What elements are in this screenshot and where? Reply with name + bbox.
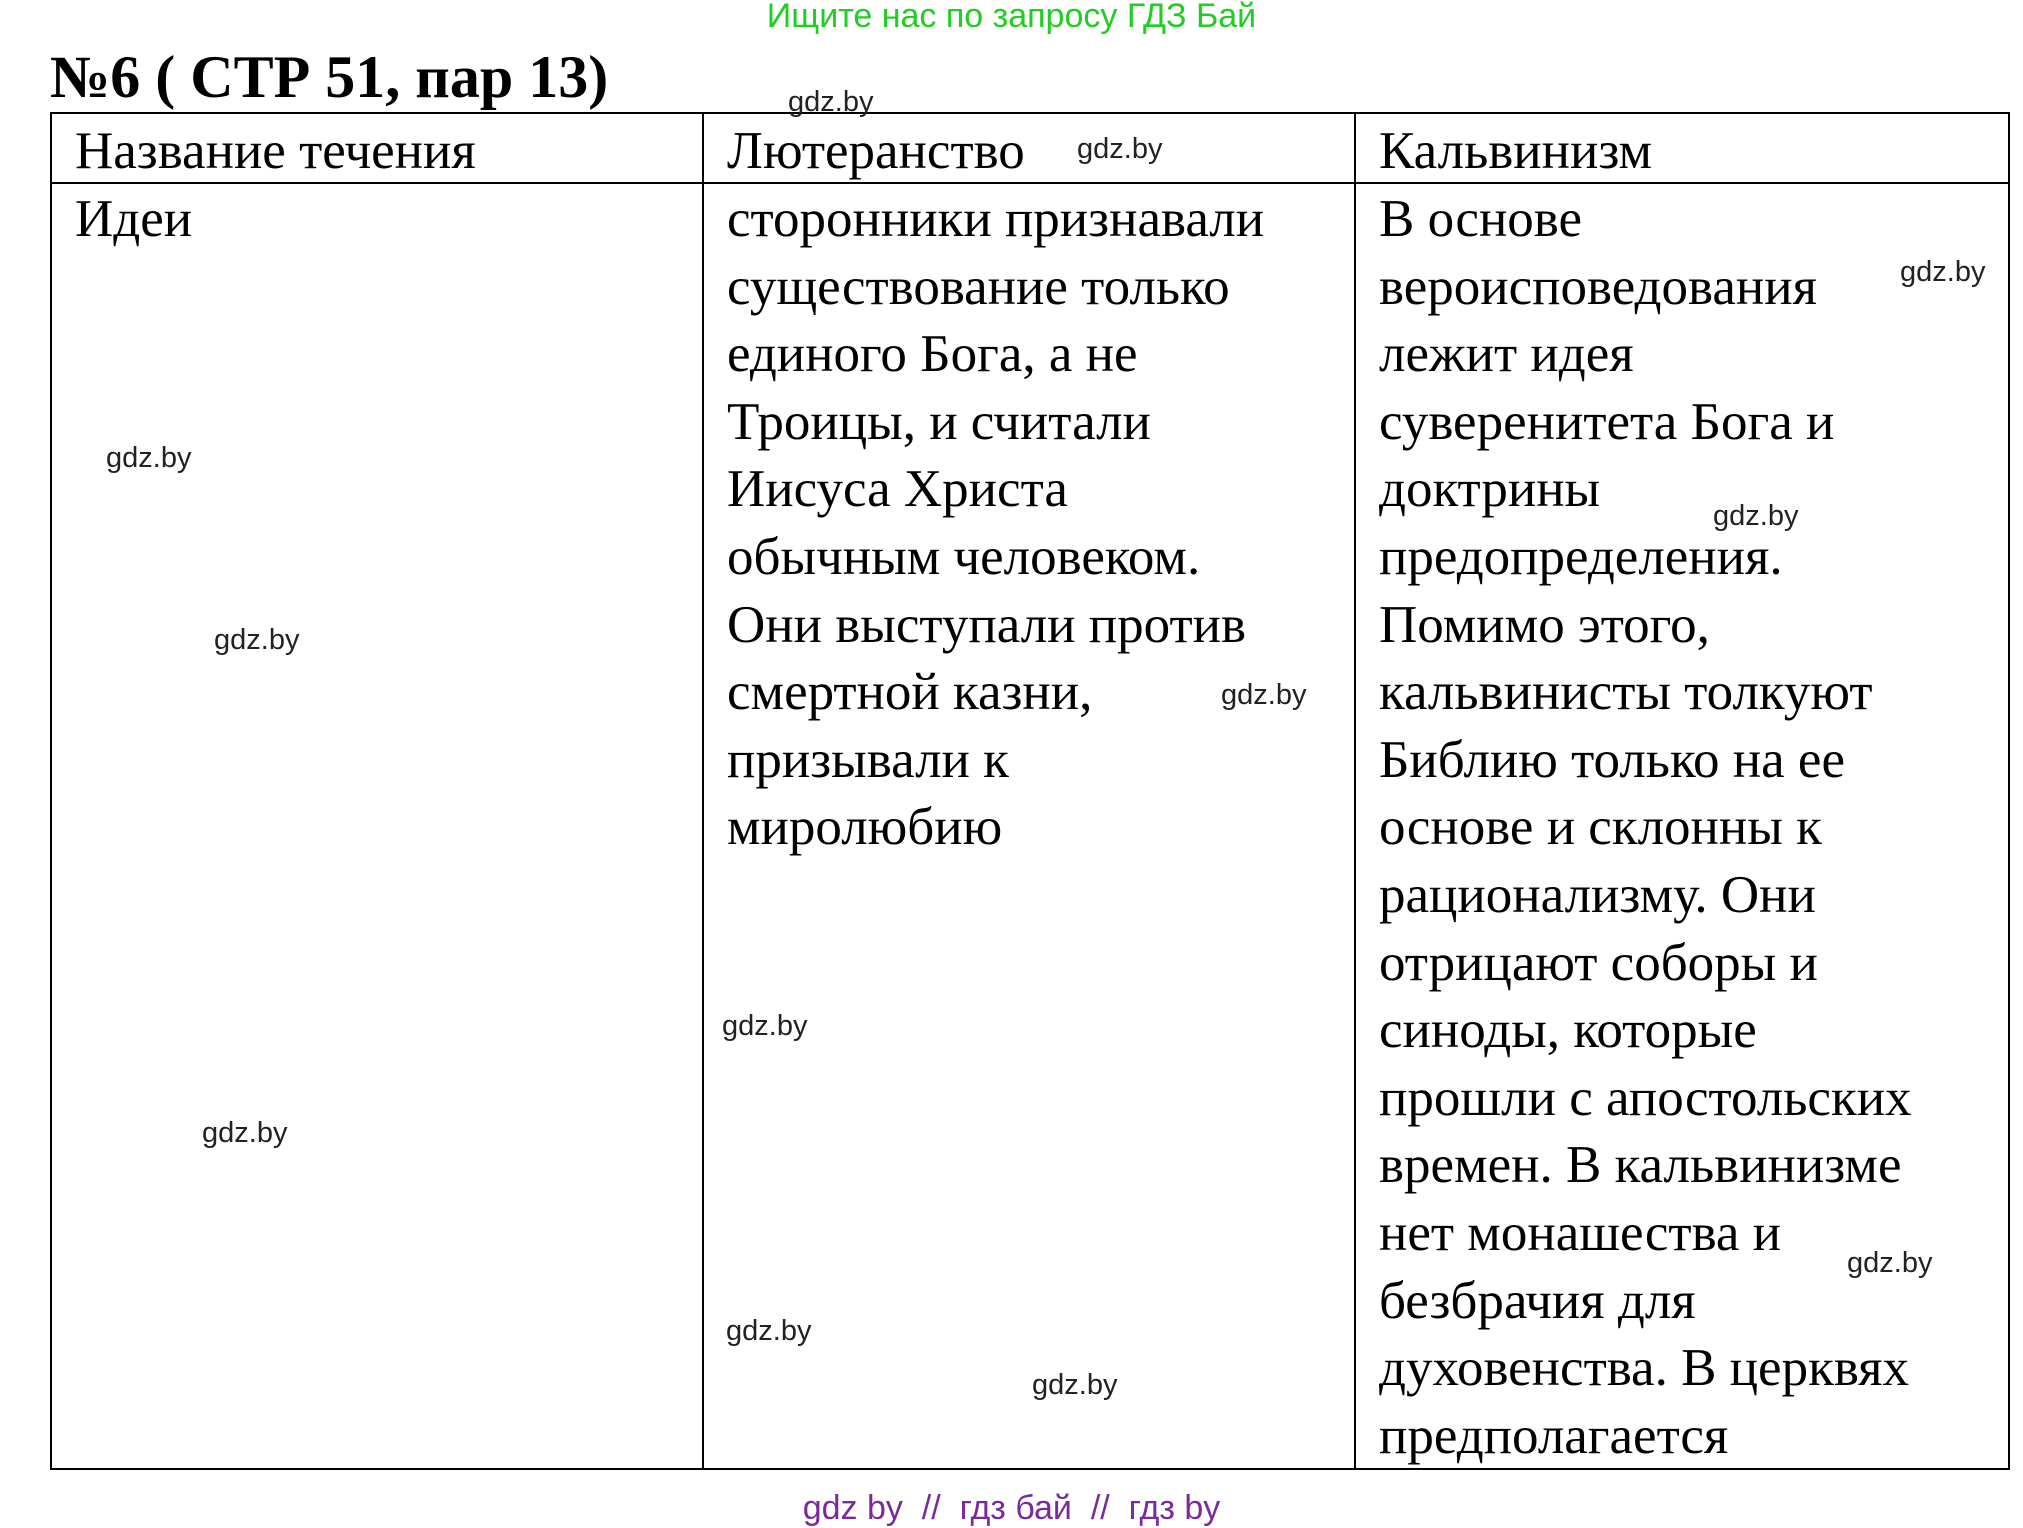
text-line: вероисповедования [1379, 257, 1817, 316]
text-line: В основе [1379, 190, 1583, 248]
watermark: gdz.by [1032, 1369, 1118, 1401]
calvinism-ideas-cell [1379, 186, 1912, 1470]
text-line: прошли с апостольских [1379, 1068, 1912, 1127]
text-line: основе и склонны к [1379, 798, 1822, 857]
watermark: gdz.by [202, 1117, 288, 1149]
promo-banner[interactable]: Ищите нас по запросу ГДЗ Бай [766, 0, 1257, 35]
watermark: gdz.by [722, 1010, 808, 1042]
watermark: gdz.by [726, 1315, 812, 1347]
watermark: gdz.by [106, 442, 192, 474]
text-line: доктрины [1379, 460, 1601, 519]
text-line: Иисуса Христа [727, 460, 1068, 519]
text-line: предопределения. [1379, 527, 1783, 586]
text-line: смертной казни, [727, 663, 1093, 722]
text-line: единого Бога, а не [727, 325, 1138, 384]
header-cell-lutheranism: Лютеранство [727, 122, 1025, 180]
text-line: Они выступали против [727, 595, 1247, 654]
watermark: gdz.by [1221, 679, 1307, 711]
text-line: безбрачия для [1379, 1271, 1696, 1330]
watermark: gdz.by [1077, 133, 1163, 165]
text-line: Помимо этого, [1379, 595, 1710, 654]
text-line: существование только [727, 257, 1230, 316]
column-divider-1 [702, 114, 704, 1468]
page-title: №6 ( СТР 51, пар 13) [50, 44, 609, 110]
text-line: синоды, которые [1379, 1001, 1757, 1060]
watermark: gdz.by [214, 624, 300, 656]
watermark: gdz.by [1847, 1247, 1933, 1279]
watermark: gdz.by [1900, 256, 1986, 288]
text-line: Библию только на ее [1379, 730, 1845, 789]
text-line: нет монашества и [1379, 1203, 1782, 1262]
text-line: призывали к [727, 730, 1009, 789]
footer-links[interactable]: gdz by // гдз бай // гдз by [802, 1489, 1221, 1527]
text-line: отрицают соборы и [1379, 933, 1818, 992]
text-line: времен. В кальвинизме [1379, 1136, 1902, 1195]
text-line: лежит идея [1379, 325, 1634, 384]
watermark: gdz.by [788, 86, 874, 118]
text-line: Троицы, и считали [727, 392, 1151, 451]
text-line: сторонники признавали [727, 190, 1265, 248]
lutheranism-ideas-cell [727, 186, 1264, 862]
text-line: предполагается [1379, 1406, 1729, 1465]
text-line: духовенства. В церквях [1379, 1339, 1910, 1398]
text-line: суверенитета Бога и [1379, 392, 1835, 451]
text-line: миролюбию [727, 798, 1003, 857]
watermark: gdz.by [1713, 500, 1799, 532]
header-cell-movement: Название течения [75, 122, 476, 180]
column-divider-2 [1354, 114, 1356, 1468]
text-line: кальвинисты толкуют [1379, 663, 1873, 722]
header-cell-calvinism: Кальвинизм [1379, 122, 1653, 180]
text-line: обычным человеком. [727, 527, 1201, 586]
row-label-ideas: Идеи [75, 190, 193, 248]
text-line: рационализму. Они [1379, 865, 1816, 924]
